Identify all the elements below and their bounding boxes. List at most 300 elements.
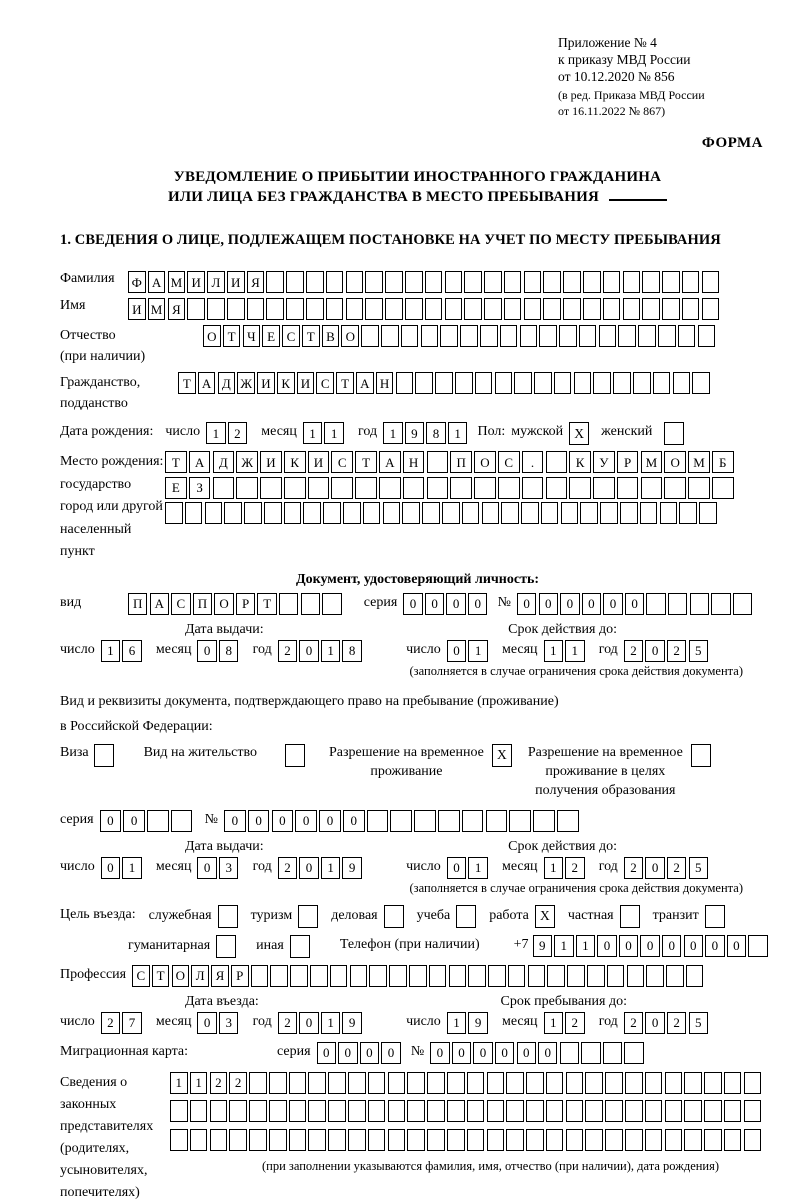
form-cell[interactable]: 9	[342, 857, 361, 879]
form-cell[interactable]	[447, 1129, 465, 1151]
form-cell[interactable]	[522, 477, 544, 499]
form-cell[interactable]	[620, 502, 638, 524]
form-cell[interactable]	[409, 965, 427, 987]
form-cell[interactable]: 0	[684, 935, 703, 957]
form-cell[interactable]: 0	[319, 810, 341, 832]
form-cell[interactable]	[524, 298, 542, 320]
form-cell[interactable]: 0	[338, 1042, 357, 1064]
form-cell[interactable]	[484, 298, 502, 320]
form-cell[interactable]	[269, 1129, 287, 1151]
form-cell[interactable]: 0	[603, 593, 622, 615]
form-cell[interactable]: 0	[625, 593, 644, 615]
form-cell[interactable]: 5	[689, 640, 708, 662]
form-cell[interactable]: 2	[624, 857, 643, 879]
form-cell[interactable]	[450, 477, 472, 499]
residence-number-input[interactable]	[224, 810, 581, 832]
doc-valid-year-input[interactable]	[624, 640, 710, 662]
form-cell[interactable]: 1	[544, 857, 563, 879]
form-cell[interactable]: 9	[468, 1012, 487, 1034]
form-cell[interactable]	[665, 1100, 683, 1122]
form-cell[interactable]: 0	[299, 857, 318, 879]
form-cell[interactable]	[368, 1129, 386, 1151]
birth-year-input[interactable]	[383, 422, 469, 444]
form-cell[interactable]	[600, 502, 618, 524]
form-cell[interactable]: 8	[219, 640, 238, 662]
form-cell[interactable]: Т	[355, 451, 377, 473]
form-cell[interactable]	[165, 502, 183, 524]
form-cell[interactable]: 2	[278, 857, 297, 879]
form-cell[interactable]	[546, 1100, 564, 1122]
form-cell[interactable]	[678, 325, 696, 347]
form-cell[interactable]	[467, 1100, 485, 1122]
doc-issue-day-input[interactable]	[101, 640, 144, 662]
form-cell[interactable]: 0	[560, 593, 579, 615]
form-cell[interactable]	[642, 271, 660, 293]
form-cell[interactable]: И	[260, 451, 282, 473]
form-cell[interactable]: Т	[336, 372, 354, 394]
form-cell[interactable]: И	[187, 271, 205, 293]
form-cell[interactable]	[365, 298, 383, 320]
form-cell[interactable]: Р	[231, 965, 249, 987]
form-cell[interactable]	[388, 1129, 406, 1151]
form-cell[interactable]	[543, 298, 561, 320]
form-cell[interactable]	[381, 325, 399, 347]
form-cell[interactable]: К	[277, 372, 295, 394]
doc-kind-input[interactable]	[128, 593, 344, 615]
form-cell[interactable]: И	[227, 271, 245, 293]
form-cell[interactable]	[563, 298, 581, 320]
form-cell[interactable]	[170, 1129, 188, 1151]
form-cell[interactable]	[524, 271, 542, 293]
form-cell[interactable]	[506, 1129, 524, 1151]
form-cell[interactable]: 0	[197, 1012, 216, 1034]
form-cell[interactable]	[425, 271, 443, 293]
visa-checkbox[interactable]	[94, 744, 114, 767]
form-cell[interactable]	[603, 271, 621, 293]
form-cell[interactable]	[363, 502, 381, 524]
form-cell[interactable]	[514, 372, 532, 394]
form-cell[interactable]	[464, 298, 482, 320]
form-cell[interactable]	[625, 1072, 643, 1094]
form-cell[interactable]	[475, 372, 493, 394]
form-cell[interactable]: 1	[448, 422, 467, 444]
birth-month-input[interactable]	[303, 422, 346, 444]
form-cell[interactable]: 1	[554, 935, 573, 957]
sex-male-checkbox[interactable]: X	[569, 422, 589, 445]
form-cell[interactable]	[402, 502, 420, 524]
form-cell[interactable]	[462, 810, 484, 832]
form-cell[interactable]	[249, 1129, 267, 1151]
purpose-business-checkbox[interactable]	[384, 905, 404, 928]
form-cell[interactable]: С	[132, 965, 150, 987]
form-cell[interactable]: 1	[170, 1072, 188, 1094]
form-cell[interactable]	[690, 593, 709, 615]
form-cell[interactable]	[641, 477, 663, 499]
form-cell[interactable]	[308, 1072, 326, 1094]
form-cell[interactable]	[546, 477, 568, 499]
residence-valid-day-input[interactable]	[447, 857, 490, 879]
birth-place-row1-input[interactable]	[165, 451, 736, 473]
form-cell[interactable]	[613, 372, 631, 394]
form-cell[interactable]: 0	[597, 935, 616, 957]
form-cell[interactable]: 1	[544, 1012, 563, 1034]
form-cell[interactable]	[711, 593, 730, 615]
form-cell[interactable]	[625, 1100, 643, 1122]
form-cell[interactable]	[623, 298, 641, 320]
form-cell[interactable]	[698, 325, 716, 347]
doc-issue-month-input[interactable]	[197, 640, 240, 662]
form-cell[interactable]	[662, 271, 680, 293]
form-cell[interactable]	[699, 502, 717, 524]
form-cell[interactable]: 6	[122, 640, 141, 662]
form-cell[interactable]: 2	[101, 1012, 120, 1034]
form-cell[interactable]: Ч	[243, 325, 261, 347]
form-cell[interactable]: П	[128, 593, 147, 615]
citizenship-input[interactable]	[178, 372, 712, 394]
form-cell[interactable]: 1	[544, 640, 563, 662]
form-cell[interactable]	[660, 502, 678, 524]
form-cell[interactable]	[665, 1129, 683, 1151]
purpose-tourism-checkbox[interactable]	[298, 905, 318, 928]
form-cell[interactable]: 0	[343, 810, 365, 832]
form-cell[interactable]: 1	[190, 1072, 208, 1094]
form-cell[interactable]	[328, 1129, 346, 1151]
form-cell[interactable]	[618, 325, 636, 347]
form-cell[interactable]	[308, 477, 330, 499]
form-cell[interactable]: А	[148, 271, 166, 293]
birth-place-row2-input[interactable]	[165, 477, 736, 499]
form-cell[interactable]	[249, 1072, 267, 1094]
form-cell[interactable]: К	[569, 451, 591, 473]
sex-female-checkbox[interactable]	[664, 422, 684, 445]
form-cell[interactable]: И	[257, 372, 275, 394]
form-cell[interactable]	[684, 1100, 702, 1122]
form-cell[interactable]	[646, 593, 665, 615]
form-cell[interactable]	[605, 1072, 623, 1094]
form-cell[interactable]: А	[150, 593, 169, 615]
form-cell[interactable]	[668, 593, 687, 615]
form-cell[interactable]: Я	[211, 965, 229, 987]
form-cell[interactable]	[308, 1129, 326, 1151]
residence-series-input[interactable]	[100, 810, 195, 832]
form-cell[interactable]: 2	[228, 422, 247, 444]
form-cell[interactable]	[526, 1129, 544, 1151]
stay-year-input[interactable]	[624, 1012, 710, 1034]
form-cell[interactable]	[704, 1100, 722, 1122]
form-cell[interactable]	[467, 1072, 485, 1094]
form-cell[interactable]: Л	[191, 965, 209, 987]
form-cell[interactable]	[559, 325, 577, 347]
form-cell[interactable]	[414, 810, 436, 832]
form-cell[interactable]	[421, 325, 439, 347]
form-cell[interactable]	[229, 1100, 247, 1122]
surname-input[interactable]	[128, 271, 721, 293]
form-cell[interactable]	[724, 1100, 742, 1122]
form-cell[interactable]	[289, 1129, 307, 1151]
form-cell[interactable]: П	[193, 593, 212, 615]
residence-valid-month-input[interactable]	[544, 857, 587, 879]
form-cell[interactable]	[712, 477, 734, 499]
form-cell[interactable]	[427, 477, 449, 499]
form-cell[interactable]	[348, 1100, 366, 1122]
form-cell[interactable]	[464, 271, 482, 293]
representatives-row3-input[interactable]	[170, 1129, 763, 1151]
form-cell[interactable]: 0	[473, 1042, 492, 1064]
form-cell[interactable]: 2	[565, 857, 584, 879]
form-cell[interactable]: 0	[295, 810, 317, 832]
form-cell[interactable]	[210, 1100, 228, 1122]
form-cell[interactable]: 0	[299, 640, 318, 662]
form-cell[interactable]: 0	[446, 593, 465, 615]
form-cell[interactable]	[482, 502, 500, 524]
form-cell[interactable]: Д	[213, 451, 235, 473]
form-cell[interactable]: 0	[517, 593, 536, 615]
form-cell[interactable]	[348, 1072, 366, 1094]
form-cell[interactable]	[213, 477, 235, 499]
form-cell[interactable]	[646, 965, 664, 987]
form-cell[interactable]	[533, 810, 555, 832]
form-cell[interactable]: М	[168, 271, 186, 293]
form-cell[interactable]: Р	[617, 451, 639, 473]
form-cell[interactable]	[422, 502, 440, 524]
representatives-row1-input[interactable]	[170, 1072, 763, 1094]
form-cell[interactable]	[579, 325, 597, 347]
form-cell[interactable]	[623, 271, 641, 293]
form-cell[interactable]	[303, 502, 321, 524]
form-cell[interactable]	[405, 271, 423, 293]
form-cell[interactable]	[526, 1100, 544, 1122]
form-cell[interactable]	[603, 298, 621, 320]
form-cell[interactable]: С	[498, 451, 520, 473]
form-cell[interactable]	[587, 965, 605, 987]
form-cell[interactable]: 0	[101, 857, 120, 879]
form-cell[interactable]: Н	[376, 372, 394, 394]
form-cell[interactable]: 9	[342, 1012, 361, 1034]
form-cell[interactable]	[286, 271, 304, 293]
form-cell[interactable]	[284, 477, 306, 499]
form-cell[interactable]	[684, 1129, 702, 1151]
purpose-transit-checkbox[interactable]	[705, 905, 725, 928]
form-cell[interactable]	[509, 810, 531, 832]
form-cell[interactable]	[645, 1100, 663, 1122]
form-cell[interactable]	[284, 502, 302, 524]
form-cell[interactable]	[435, 372, 453, 394]
form-cell[interactable]	[323, 502, 341, 524]
form-cell[interactable]	[593, 372, 611, 394]
form-cell[interactable]	[369, 965, 387, 987]
form-cell[interactable]	[405, 298, 423, 320]
form-cell[interactable]: М	[641, 451, 663, 473]
form-cell[interactable]	[686, 965, 704, 987]
form-cell[interactable]: О	[214, 593, 233, 615]
form-cell[interactable]	[593, 477, 615, 499]
entry-day-input[interactable]	[101, 1012, 144, 1034]
form-cell[interactable]	[662, 298, 680, 320]
form-cell[interactable]	[286, 298, 304, 320]
form-cell[interactable]	[290, 965, 308, 987]
form-cell[interactable]	[247, 298, 265, 320]
form-cell[interactable]: Т	[257, 593, 276, 615]
form-cell[interactable]	[224, 502, 242, 524]
form-cell[interactable]	[554, 372, 572, 394]
form-cell[interactable]	[673, 372, 691, 394]
form-cell[interactable]	[633, 372, 651, 394]
form-cell[interactable]: А	[198, 372, 216, 394]
form-cell[interactable]: 0	[299, 1012, 318, 1034]
form-cell[interactable]	[504, 298, 522, 320]
form-cell[interactable]: 0	[645, 857, 664, 879]
form-cell[interactable]: 0	[100, 810, 122, 832]
form-cell[interactable]	[306, 298, 324, 320]
form-cell[interactable]	[270, 965, 288, 987]
form-cell[interactable]	[724, 1072, 742, 1094]
form-cell[interactable]: 1	[122, 857, 141, 879]
form-cell[interactable]	[566, 1129, 584, 1151]
form-cell[interactable]	[171, 810, 193, 832]
form-cell[interactable]: 0	[468, 593, 487, 615]
form-cell[interactable]: 0	[425, 593, 444, 615]
form-cell[interactable]	[487, 1100, 505, 1122]
form-cell[interactable]	[236, 477, 258, 499]
form-cell[interactable]	[260, 477, 282, 499]
form-cell[interactable]	[322, 593, 341, 615]
form-cell[interactable]	[427, 451, 449, 473]
form-cell[interactable]: 2	[278, 640, 297, 662]
form-cell[interactable]	[520, 325, 538, 347]
form-cell[interactable]	[682, 298, 700, 320]
form-cell[interactable]: 1	[468, 640, 487, 662]
form-cell[interactable]: 0	[640, 935, 659, 957]
form-cell[interactable]: М	[148, 298, 166, 320]
form-cell[interactable]	[585, 1072, 603, 1094]
form-cell[interactable]	[229, 1129, 247, 1151]
form-cell[interactable]	[244, 502, 262, 524]
form-cell[interactable]	[666, 965, 684, 987]
stay-day-input[interactable]	[447, 1012, 490, 1034]
form-cell[interactable]: 0	[272, 810, 294, 832]
form-cell[interactable]	[407, 1072, 425, 1094]
form-cell[interactable]	[653, 372, 671, 394]
form-cell[interactable]	[390, 810, 412, 832]
form-cell[interactable]: Т	[165, 451, 187, 473]
form-cell[interactable]	[367, 810, 389, 832]
form-cell[interactable]	[427, 1100, 445, 1122]
form-cell[interactable]	[557, 810, 579, 832]
form-cell[interactable]	[438, 810, 460, 832]
form-cell[interactable]: Ф	[128, 271, 146, 293]
form-cell[interactable]: С	[171, 593, 190, 615]
form-cell[interactable]	[665, 1072, 683, 1094]
form-cell[interactable]	[625, 1129, 643, 1151]
form-cell[interactable]	[289, 1100, 307, 1122]
form-cell[interactable]	[692, 372, 710, 394]
form-cell[interactable]	[574, 372, 592, 394]
form-cell[interactable]	[368, 1100, 386, 1122]
form-cell[interactable]: Е	[165, 477, 187, 499]
form-cell[interactable]: В	[322, 325, 340, 347]
form-cell[interactable]: К	[284, 451, 306, 473]
form-cell[interactable]	[684, 1072, 702, 1094]
migration-number-input[interactable]	[430, 1042, 646, 1064]
form-cell[interactable]	[467, 1129, 485, 1151]
form-cell[interactable]	[546, 1129, 564, 1151]
form-cell[interactable]: 0	[123, 810, 145, 832]
form-cell[interactable]: 1	[101, 640, 120, 662]
form-cell[interactable]	[561, 502, 579, 524]
form-cell[interactable]	[415, 372, 433, 394]
form-cell[interactable]	[500, 325, 518, 347]
form-cell[interactable]: 1	[576, 935, 595, 957]
form-cell[interactable]	[227, 298, 245, 320]
form-cell[interactable]	[605, 1100, 623, 1122]
form-cell[interactable]: Я	[168, 298, 186, 320]
form-cell[interactable]	[748, 935, 767, 957]
form-cell[interactable]	[504, 271, 522, 293]
form-cell[interactable]	[147, 810, 169, 832]
form-cell[interactable]	[210, 1129, 228, 1151]
form-cell[interactable]	[547, 965, 565, 987]
form-cell[interactable]: 2	[624, 1012, 643, 1034]
form-cell[interactable]	[462, 502, 480, 524]
form-cell[interactable]: О	[474, 451, 496, 473]
form-cell[interactable]	[498, 477, 520, 499]
form-cell[interactable]	[379, 477, 401, 499]
form-cell[interactable]	[251, 965, 269, 987]
form-cell[interactable]: 2	[667, 640, 686, 662]
residence-valid-year-input[interactable]	[624, 857, 710, 879]
form-cell[interactable]	[279, 593, 298, 615]
form-cell[interactable]	[407, 1100, 425, 1122]
form-cell[interactable]: 0	[447, 857, 466, 879]
form-cell[interactable]: Т	[152, 965, 170, 987]
doc-number-input[interactable]	[517, 593, 754, 615]
form-cell[interactable]	[566, 1072, 584, 1094]
form-cell[interactable]: Д	[218, 372, 236, 394]
form-cell[interactable]	[624, 1042, 643, 1064]
form-cell[interactable]: 0	[495, 1042, 514, 1064]
form-cell[interactable]: 0	[538, 1042, 557, 1064]
form-cell[interactable]	[501, 502, 519, 524]
purpose-official-checkbox[interactable]	[218, 905, 238, 928]
form-cell[interactable]: 0	[517, 1042, 536, 1064]
purpose-work-checkbox[interactable]: X	[535, 905, 555, 928]
form-cell[interactable]	[445, 298, 463, 320]
phone-input[interactable]	[533, 935, 770, 957]
form-cell[interactable]	[449, 965, 467, 987]
form-cell[interactable]: О	[172, 965, 190, 987]
form-cell[interactable]	[346, 271, 364, 293]
form-cell[interactable]	[346, 298, 364, 320]
form-cell[interactable]: 1	[324, 422, 343, 444]
form-cell[interactable]	[427, 1129, 445, 1151]
form-cell[interactable]	[506, 1072, 524, 1094]
birth-place-row3-input[interactable]	[165, 502, 719, 524]
form-cell[interactable]: 9	[405, 422, 424, 444]
form-cell[interactable]	[388, 1072, 406, 1094]
form-cell[interactable]	[205, 502, 223, 524]
form-cell[interactable]	[569, 477, 591, 499]
form-cell[interactable]	[642, 298, 660, 320]
form-cell[interactable]: Т	[178, 372, 196, 394]
form-cell[interactable]	[396, 372, 414, 394]
entry-year-input[interactable]	[278, 1012, 364, 1034]
form-cell[interactable]: С	[316, 372, 334, 394]
form-cell[interactable]	[468, 965, 486, 987]
form-cell[interactable]	[702, 298, 720, 320]
form-cell[interactable]	[484, 271, 502, 293]
form-cell[interactable]: Р	[236, 593, 255, 615]
form-cell[interactable]	[599, 325, 617, 347]
